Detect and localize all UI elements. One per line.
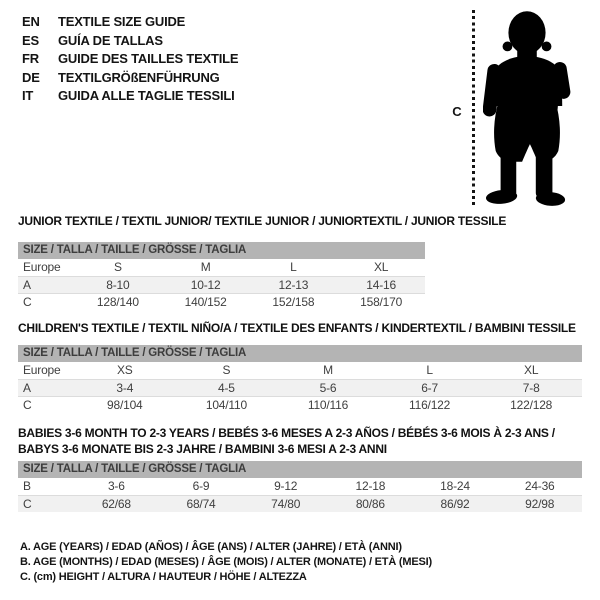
row-label: B <box>23 479 31 493</box>
table-row <box>18 276 425 293</box>
section-title-babies: BABIES 3-6 MONTH TO 2-3 YEARS / BEBÉS 3-6 MESES A 2-3 AÑOS / BÉBÉS 3-6 MOIS À 2-3 ANS / BABYS 3-6 MONATE BIS 2-3 JAHRE / BAMBINI 3-6 MESI A 2-3 ANNI <box>18 426 555 456</box>
table-cell: 10-12 <box>190 278 221 292</box>
junior-size-table <box>18 242 425 310</box>
language-code: ES <box>22 32 39 48</box>
language-title: TEXTILGRÖßENFÜHRUNG <box>58 69 220 85</box>
height-measure-label: C <box>452 104 462 119</box>
table-cell: 7-8 <box>522 381 540 395</box>
babies-size-table <box>18 461 582 512</box>
table-cell: M <box>200 260 211 274</box>
table-cell: 62/68 <box>101 497 131 511</box>
table-cell: XL <box>524 363 539 377</box>
section-title-junior: JUNIOR TEXTILE / TEXTIL JUNIOR/ TEXTILE JUNIOR / JUNIORTEXTIL / JUNIOR TESSILE <box>18 214 507 228</box>
table-cell: 158/170 <box>360 295 403 309</box>
table-cell: 3-6 <box>107 479 125 493</box>
children-size-table <box>18 345 582 413</box>
table-cell: 152/158 <box>272 295 315 309</box>
table-cell: 80/86 <box>355 497 385 511</box>
row-label: Europe <box>23 363 61 377</box>
table-cell: M <box>323 363 333 377</box>
baby-silhouette-icon <box>483 8 571 208</box>
table-cell: L <box>426 363 433 377</box>
table-size-header: SIZE / TALLA / TAILLE / GRÖSSE / TAGLIA <box>18 242 425 259</box>
table-cell: S <box>113 260 122 274</box>
table-cell: 5-6 <box>319 381 337 395</box>
language-title: TEXTILE SIZE GUIDE <box>58 14 186 29</box>
footnote-age-years: A. AGE (YEARS) / EDAD (AÑOS) / ÂGE (ANS) / ALTER (JAHRE) / ETÀ (ANNI) <box>20 541 402 553</box>
table-row <box>18 362 582 379</box>
table-cell: 6-7 <box>421 381 438 395</box>
language-row <box>22 13 238 32</box>
row-label: C <box>23 295 32 309</box>
language-title-list <box>22 13 238 106</box>
table-row <box>18 379 582 396</box>
table-cell: 104/110 <box>205 398 247 412</box>
table-cell: 92/98 <box>525 497 555 511</box>
footnote-age-months: B. AGE (MONTHS) / EDAD (MESES) / ÂGE (MOIS) / ALTER (MONATE) / ETÀ (MESI) <box>20 556 432 569</box>
table-row <box>18 293 425 310</box>
table-cell: 98/104 <box>107 398 143 412</box>
table-row <box>18 259 425 276</box>
height-dashed-line <box>472 10 475 208</box>
table-cell: 24-36 <box>524 479 555 493</box>
row-label: Europe <box>23 260 61 274</box>
table-cell: 110/116 <box>307 398 349 412</box>
table-cell: 14-16 <box>366 278 396 292</box>
table-cell: 8-10 <box>106 278 130 292</box>
table-cell: 128/140 <box>96 295 139 309</box>
language-row <box>22 69 238 88</box>
table-cell: XL <box>373 260 389 274</box>
language-title: GUÍA DE TALLAS <box>58 32 163 48</box>
table-cell: 12-13 <box>278 278 309 292</box>
table-cell: 122/128 <box>510 398 553 412</box>
table-cell: 6-9 <box>192 479 210 493</box>
section-title-children: CHILDREN'S TEXTILE / TEXTIL NIÑO/A / TEXTILE DES ENFANTS / KINDERTEXTIL / BAMBINI TESSILE <box>18 321 576 335</box>
row-label: A <box>23 278 31 292</box>
table-cell: 68/74 <box>186 497 216 511</box>
table-row <box>18 478 582 495</box>
row-label: A <box>23 381 31 395</box>
language-code: IT <box>22 88 34 103</box>
row-label: C <box>23 497 32 511</box>
table-cell: 86/92 <box>440 497 470 511</box>
footnote-height: C. (cm) HEIGHT / ALTURA / HAUTEUR / HÖHE / ALTEZZA <box>20 571 307 584</box>
table-cell: 140/152 <box>184 295 227 309</box>
table-cell: 12-18 <box>355 479 386 493</box>
language-code: FR <box>22 51 39 66</box>
table-size-header: SIZE / TALLA / TAILLE / GRÖSSE / TAGLIA <box>18 461 582 478</box>
language-row <box>22 50 238 69</box>
table-cell: XS <box>116 363 133 377</box>
language-code: DE <box>22 69 40 85</box>
footnote-list <box>20 540 432 586</box>
table-row <box>18 396 582 413</box>
language-title: GUIDE DES TAILLES TEXTILE <box>58 51 239 66</box>
table-cell: L <box>290 260 297 274</box>
row-label: C <box>23 398 32 412</box>
table-cell: 18-24 <box>440 479 470 493</box>
language-title: GUIDA ALLE TAGLIE TESSILI <box>58 88 235 103</box>
table-cell: 3-4 <box>116 381 134 395</box>
table-cell: 116/122 <box>409 398 451 412</box>
language-code: EN <box>22 14 40 29</box>
table-row <box>18 495 582 512</box>
table-cell: 9-12 <box>274 479 298 493</box>
table-cell: S <box>222 363 231 377</box>
language-row <box>22 32 238 51</box>
table-size-header: SIZE / TALLA / TAILLE / GRÖSSE / TAGLIA <box>18 345 582 362</box>
table-cell: 74/80 <box>271 497 301 511</box>
table-cell: 4-5 <box>218 381 235 395</box>
language-row <box>22 87 238 106</box>
